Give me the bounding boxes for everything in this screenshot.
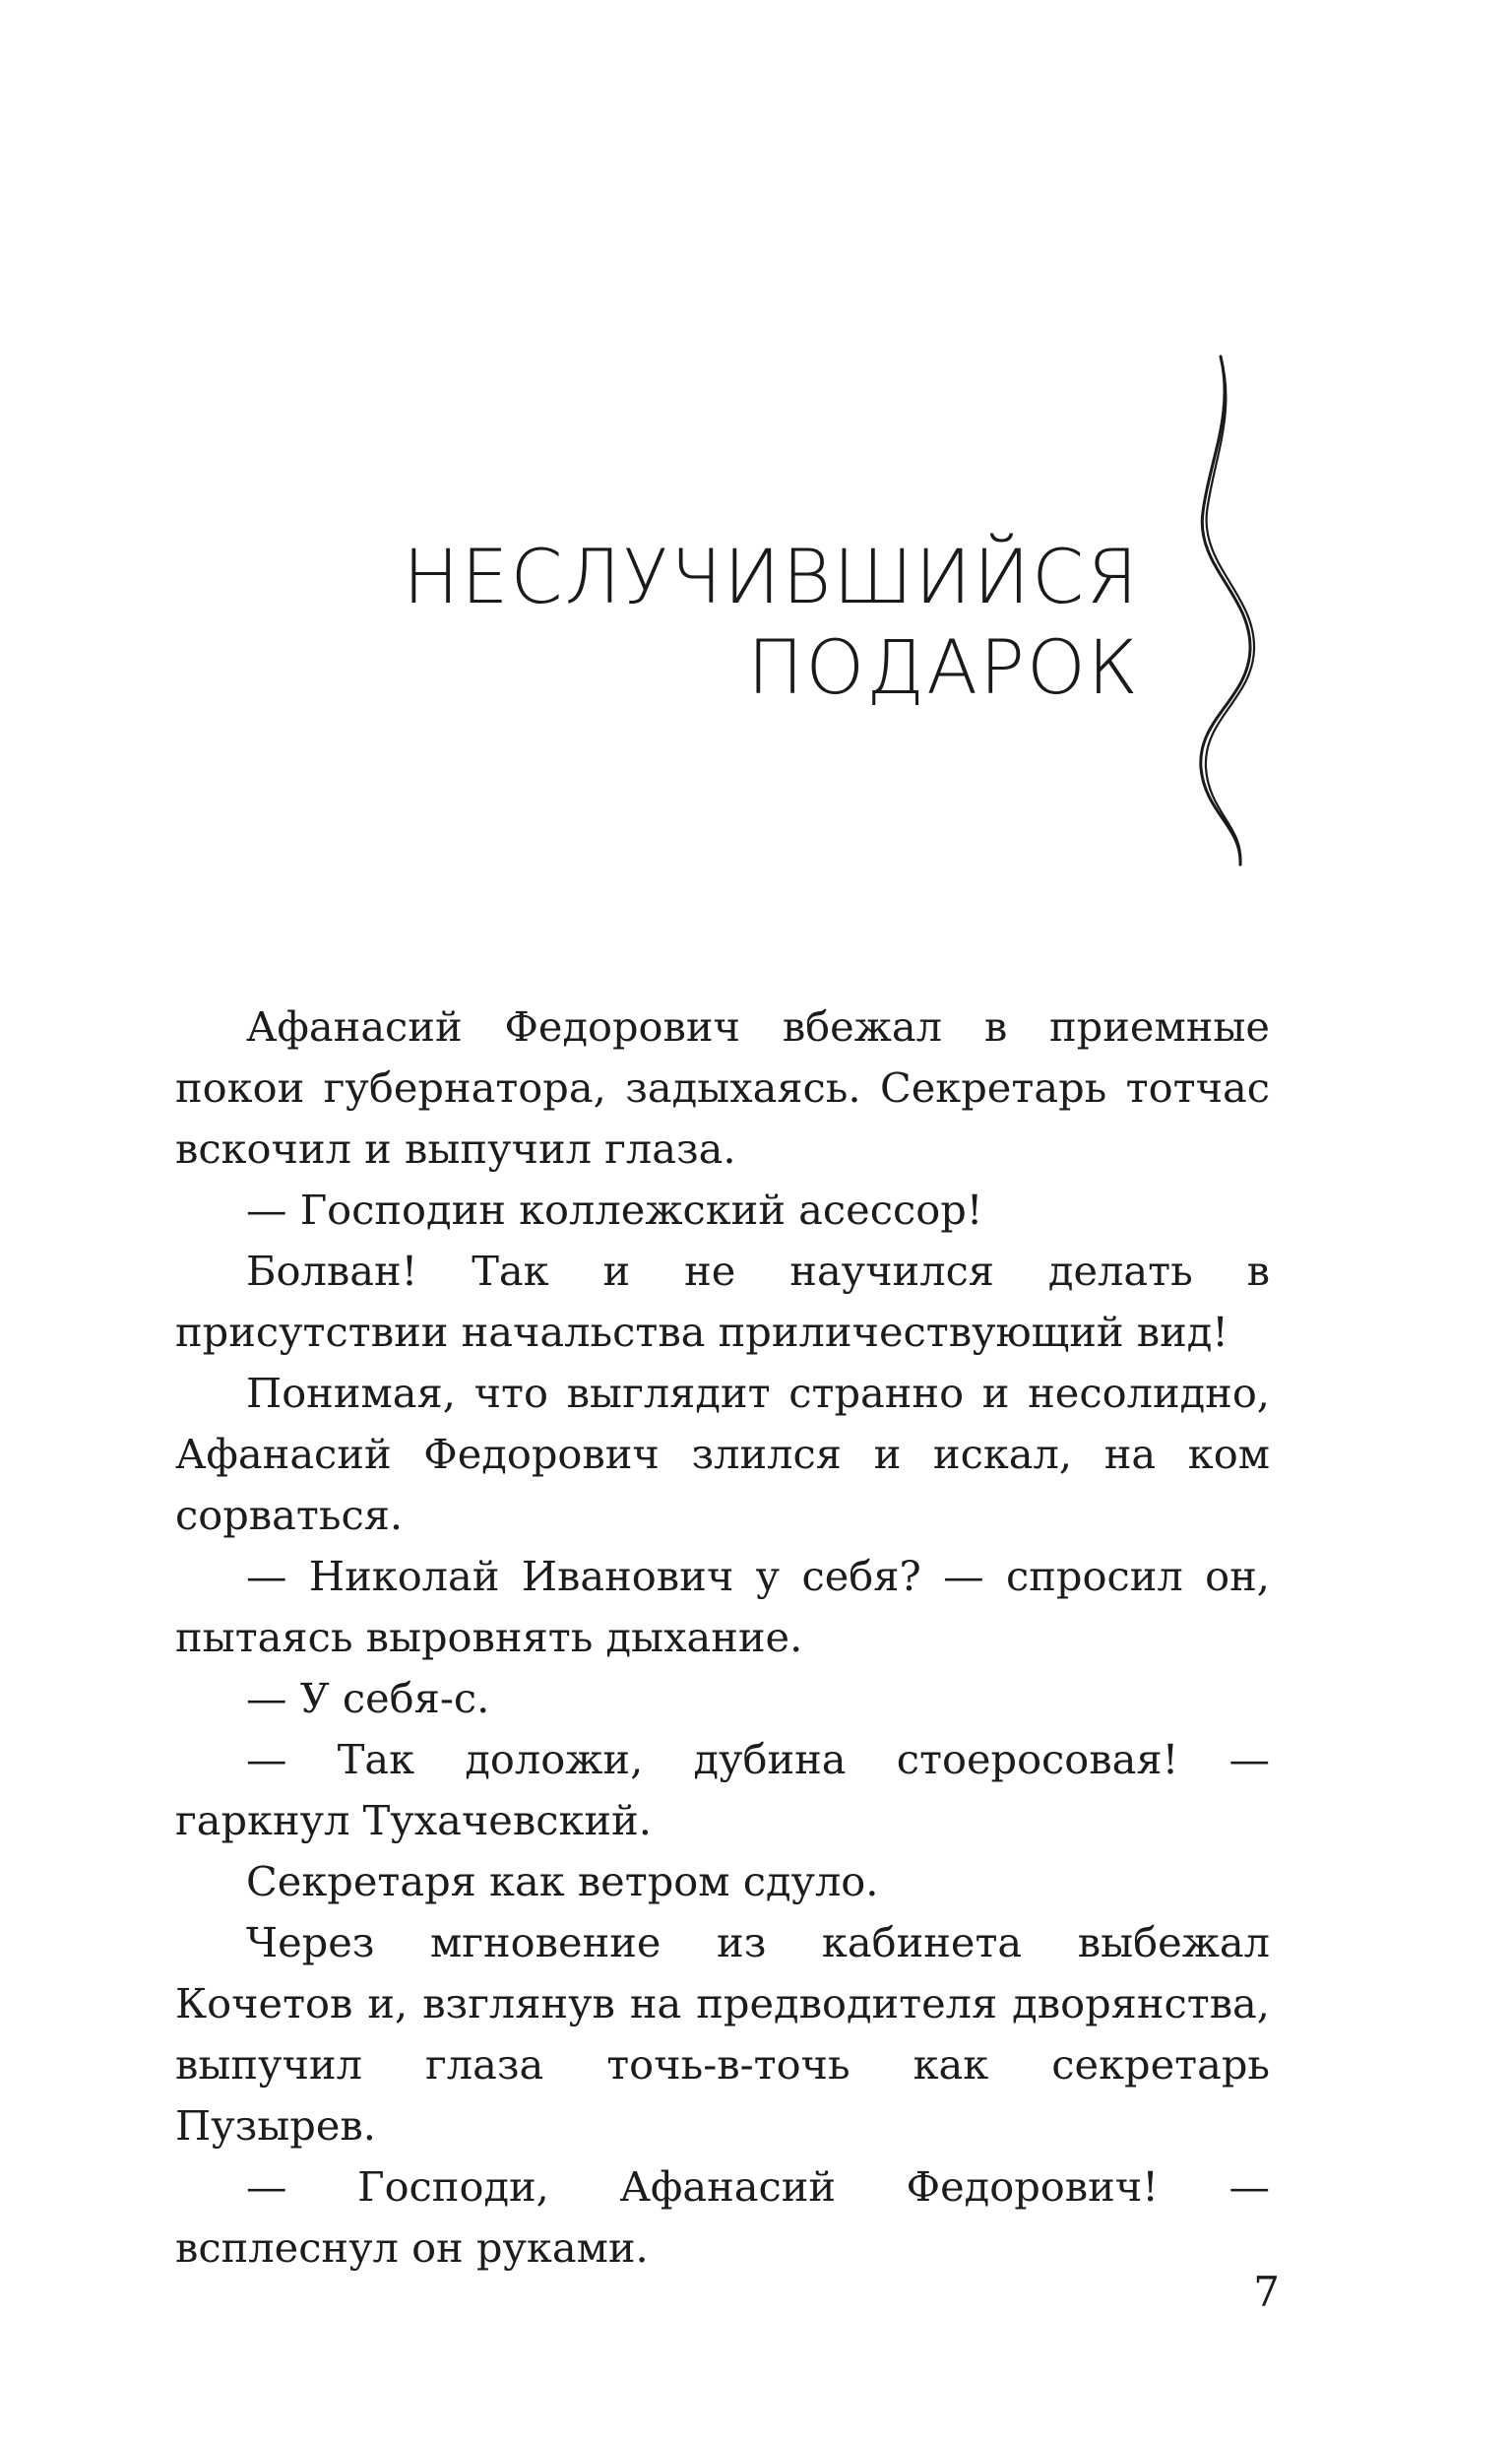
paragraph: — Господин коллежский асессор!	[246, 1186, 983, 1234]
paragraph: Понимая, что выглядит странно и несолидно, Афанасий Федорович злился и искал, на ком сорваться.	[175, 1369, 1270, 1539]
chapter-title-line-2: ПОДАРОК	[747, 623, 1140, 711]
paragraph: Через мгновение из кабинета выбежал Кочетов и, взглянув на предводителя дворянства, выпучил глаза точь-в-точь как секретарь Пузырев.	[175, 1918, 1270, 2150]
chapter-title	[254, 532, 1140, 713]
paragraph: Афанасий Федорович вбежал в приемные покои губернатора, задыхаясь. Секретарь тотчас вскочил и выпучил глаза.	[175, 1002, 1270, 1173]
paragraph: — У себя-с.	[246, 1674, 490, 1722]
wavy-line-ornament-icon	[1191, 354, 1260, 867]
page-number: 7	[1253, 2268, 1280, 2316]
paragraph: — Николай Иванович у себя? — спросил он, пытаясь выровнять дыхание.	[175, 1552, 1270, 1661]
paragraph: — Так доложи, дубина стоеросовая! — гаркнул Тухачевский.	[175, 1735, 1270, 1844]
paragraph: Секретаря как ветром сдуло.	[246, 1857, 879, 1905]
chapter-title-line-1: НЕСЛУЧИВШИЙСЯ	[403, 533, 1140, 620]
body-text	[175, 996, 1270, 2279]
paragraph: — Господи, Афанасий Федорович! — всплеснул он руками.	[175, 2162, 1270, 2272]
paragraph: Болван! Так и не научился делать в присутствии начальства приличествующий вид!	[175, 1247, 1270, 1356]
